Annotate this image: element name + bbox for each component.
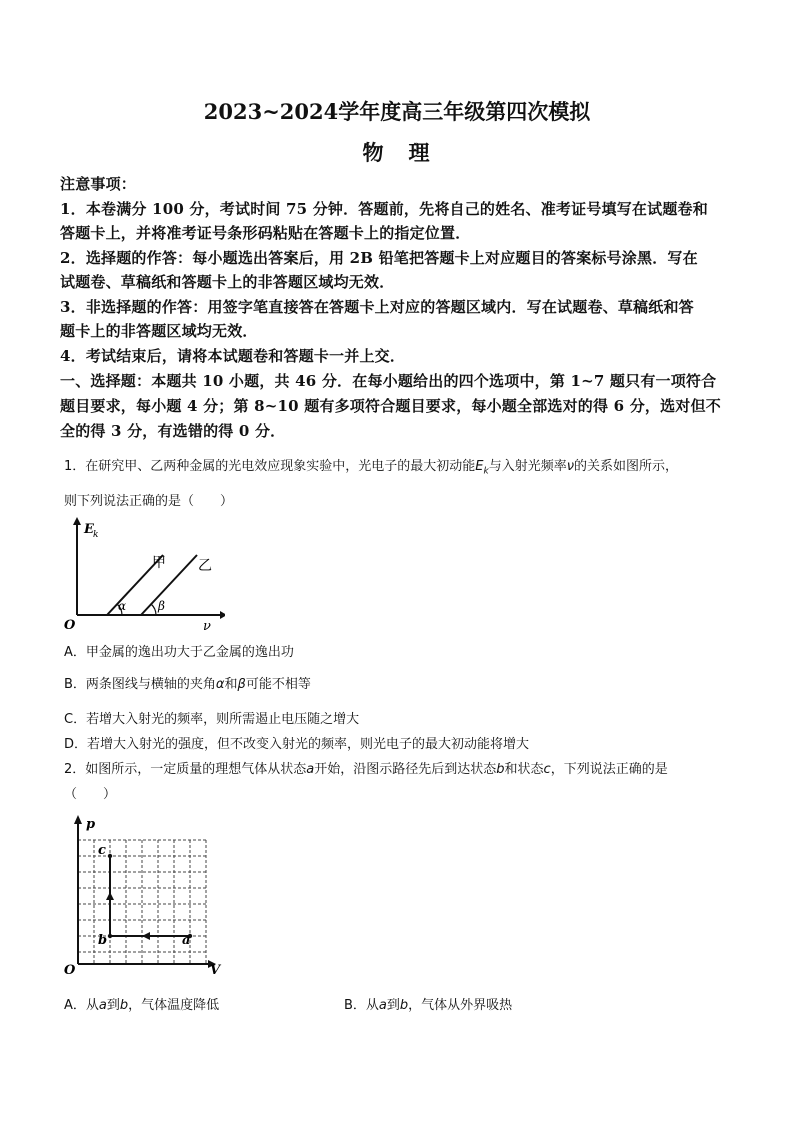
notice-line: 试题卷、草稿纸和答题卡上的非答题区域均无效． (60, 273, 395, 291)
notice-line: 4．考试结束后，请将本试题卷和答题卡一并上交． (60, 347, 406, 365)
origin-label: O (64, 618, 76, 633)
q1-stem-2: 则下列说法正确的是（ ） (64, 494, 234, 509)
q2-option-a: A．从a到b，气体温度降低 (64, 998, 220, 1013)
exam-title: 2023~2024学年度高三年级第四次模拟 (203, 99, 591, 124)
notice-line: 1．本卷满分 100 分，考试时间 75 分钟．答题前，先将自己的姓名、准考证号填写在试题卷和 (60, 200, 708, 218)
q1-option-a: A．甲金属的逸出功大于乙金属的逸出功 (64, 645, 294, 660)
x-axis-label: ν (203, 619, 211, 633)
q1-ek-nu-graph (60, 515, 225, 633)
y-axis-label-sub: k (93, 530, 99, 540)
point-a-label: a (182, 933, 191, 948)
angle-alpha-label: α (118, 599, 127, 613)
x-axis-label: V (210, 963, 221, 978)
q2-option-b: B．从a到b，气体从外界吸热 (344, 998, 513, 1013)
notice-heading: 注意事项： (60, 175, 137, 193)
line-yi-label: 乙 (198, 558, 212, 574)
q1-option-d: D．若增大入射光的强度，但不改变入射光的频率，则光电子的最大初动能将增大 (64, 737, 530, 752)
point-c-label: c (98, 843, 106, 858)
q2-p-v-graph (60, 812, 225, 978)
section-instruction: 题目要求，每小题 4 分；第 8~10 题有多项符合题目要求，每小题全部选对的得 6 分，选对但不 (60, 397, 721, 415)
section-instruction: 全的得 3 分，有选错的得 0 分． (60, 422, 286, 440)
angle-beta-label: β (158, 599, 165, 613)
q1-stem: 1．在研究甲、乙两种金属的光电效应现象实验中，光电子的最大初动能$E_k$与入射光频率ν的关系如图所示， (64, 459, 679, 477)
notice-line: 2．选择题的作答：每小题选出答案后，用 2B 铅笔把答题卡上对应题目的答案标号涂黑．写在 (60, 249, 698, 267)
line-jia-label: 甲 (152, 555, 166, 571)
q1-option-b: B．两条图线与横轴的夹角α和β可能不相等 (64, 677, 311, 692)
notice-line: 答题卡上，并将准考证号条形码粘贴在答题卡上的指定位置． (60, 224, 471, 242)
origin-label: O (64, 963, 76, 978)
y-axis-label: E (84, 522, 94, 537)
section-instruction: 一、选择题：本题共 10 小题，共 46 分．在每小题给出的四个选项中，第 1~7 题只有一项符合 (60, 372, 717, 390)
notice-line: 3．非选择题的作答：用签字笔直接答在答题卡上对应的答题区域内．写在试题卷、草稿纸和答 (60, 298, 694, 316)
subject-title: 物 理 (362, 140, 432, 165)
q2-stem: 2．如图所示，一定质量的理想气体从状态a开始，沿图示路径先后到达状态b和状态c，下列说法正确的是 (64, 762, 668, 777)
q1-option-c: C．若增大入射光的频率，则所需遏止电压随之增大 (64, 712, 360, 727)
q2-stem-paren: （ ） (64, 787, 117, 802)
point-b-label: b (98, 933, 108, 948)
notice-line: 题卡上的非答题区域均无效． (60, 322, 258, 340)
y-axis-label: p (86, 817, 96, 832)
